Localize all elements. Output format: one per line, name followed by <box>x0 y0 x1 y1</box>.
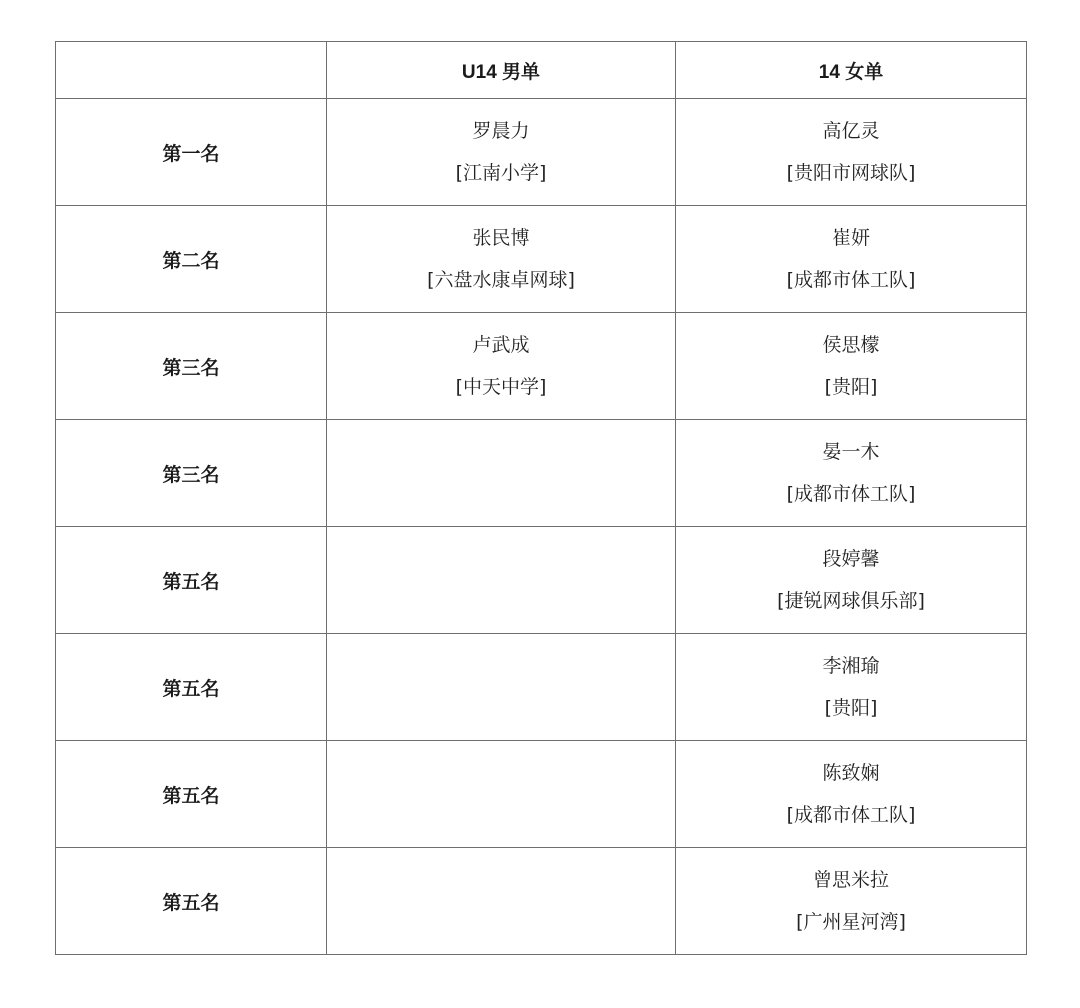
player-team: [贵阳市网球队] <box>786 162 916 184</box>
table-row <box>56 420 1027 527</box>
rank-cell: 第五名 <box>56 848 327 955</box>
boys-entry-cell <box>327 634 676 741</box>
boys-entry-cell <box>327 313 676 420</box>
boys-entry-cell <box>327 206 676 313</box>
girls-entry-cell <box>676 741 1027 848</box>
player-name: 段婷馨 <box>822 548 880 570</box>
table-row <box>56 206 1027 313</box>
player-team: [贵阳] <box>824 376 878 398</box>
results-table <box>55 41 1027 955</box>
rank-cell: 第二名 <box>56 206 327 313</box>
girls-entry-cell <box>676 420 1027 527</box>
player-team: [成都市体工队] <box>786 804 916 826</box>
player-team: [贵阳] <box>824 697 878 719</box>
table-row <box>56 313 1027 420</box>
boys-entry-cell <box>327 741 676 848</box>
header-girls-singles: 14 女单 <box>676 42 1027 99</box>
rank-cell: 第一名 <box>56 99 327 206</box>
rank-cell: 第三名 <box>56 420 327 527</box>
player-name: 崔妍 <box>831 227 870 249</box>
player-name: 张民博 <box>472 227 530 249</box>
header-row <box>56 42 1027 99</box>
player-team: [广州星河湾] <box>796 911 906 933</box>
boys-entry-cell <box>327 848 676 955</box>
player-team: [六盘水康卓网球] <box>427 269 575 291</box>
boys-entry-cell <box>327 99 676 206</box>
girls-entry-cell <box>676 99 1027 206</box>
player-name: 高亿灵 <box>822 120 880 142</box>
player-name: 卢武成 <box>472 334 530 356</box>
girls-entry-cell <box>676 848 1027 955</box>
player-name: 陈致娴 <box>822 762 880 784</box>
table-row <box>56 527 1027 634</box>
rank-cell: 第五名 <box>56 527 327 634</box>
girls-entry-cell <box>676 527 1027 634</box>
table-row <box>56 741 1027 848</box>
table-row <box>56 634 1027 741</box>
player-name: 曾思米拉 <box>812 869 889 891</box>
player-team: [成都市体工队] <box>786 483 916 505</box>
girls-entry-cell <box>676 313 1027 420</box>
player-team: [捷锐网球俱乐部] <box>777 590 925 612</box>
rank-cell: 第五名 <box>56 634 327 741</box>
table-row <box>56 99 1027 206</box>
player-name: 侯思檬 <box>822 334 880 356</box>
player-team: [江南小学] <box>455 162 547 184</box>
table-row <box>56 848 1027 955</box>
girls-entry-cell <box>676 206 1027 313</box>
player-team: [成都市体工队] <box>786 269 916 291</box>
player-team: [中天中学] <box>455 376 547 398</box>
rank-cell: 第五名 <box>56 741 327 848</box>
player-name: 李湘瑜 <box>822 655 880 677</box>
player-name: 晏一木 <box>822 441 880 463</box>
girls-entry-cell <box>676 634 1027 741</box>
header-boys-singles: U14 男单 <box>327 42 676 99</box>
boys-entry-cell <box>327 527 676 634</box>
player-name: 罗晨力 <box>472 120 530 142</box>
header-rank <box>56 42 327 99</box>
rank-cell: 第三名 <box>56 313 327 420</box>
boys-entry-cell <box>327 420 676 527</box>
